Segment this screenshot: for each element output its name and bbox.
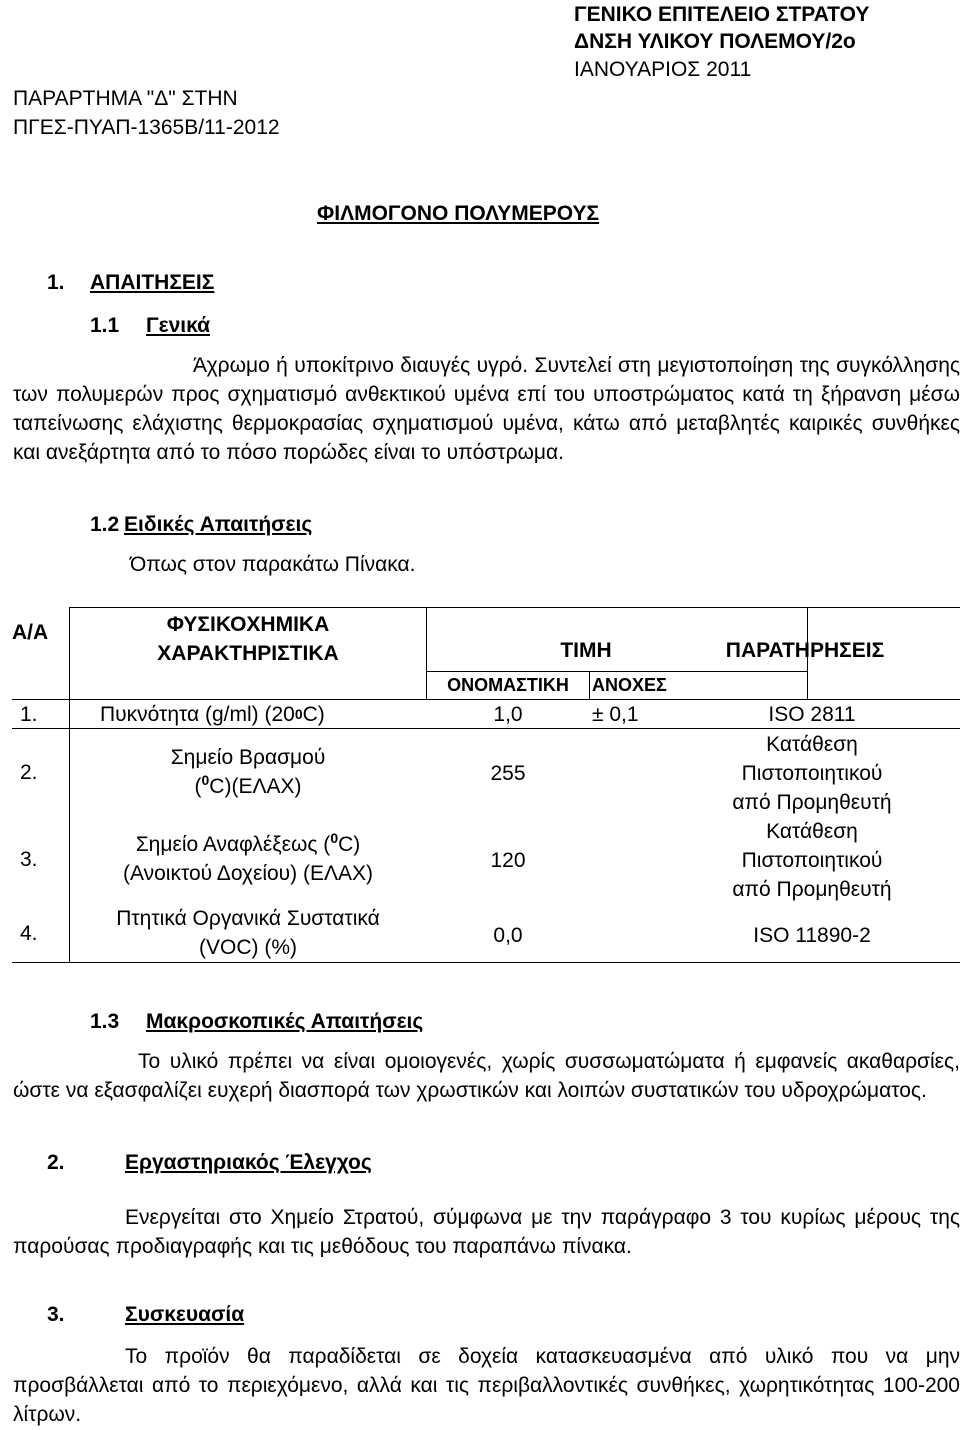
row2-remarks — [712, 729, 912, 817]
sub1-paragraph: Άχρωμο ή υποκίτρινο διαυγές υγρό. Συντελεί στη μεγιστοποίηση της συγκόλλησης των πολυμερών προς σχηματισμό ανθεκτικού υμένα επί του υποστρώματος κατά τη ξήρανση μέσω ταπείνωσης ελάχιστης θερμοκρασίας σχηματισμού υμένα, κάτω από μεταβλητές καιρικές συνθήκες και ανεξάρτητα από το πόσο πορώδες είναι το υπόστρωμα. — [13, 354, 960, 464]
row4-aa: 4. — [20, 921, 38, 945]
row1-char-b: C) — [302, 702, 325, 726]
row1-nominal: 1,0 — [493, 702, 523, 726]
row2-remarks-line1: Κατάθεση — [766, 732, 858, 756]
row4-char-line1: Πτητικά Οργανικά Συστατικά — [116, 907, 380, 930]
sub1-heading: Γενικά — [146, 314, 211, 337]
row2-characteristic — [70, 742, 426, 802]
header-characteristics-line1: ΦΥΣΙΚΟΧΗΜΙΚΑ — [166, 613, 330, 636]
sub3-number: 1.3 — [90, 1010, 120, 1033]
sub2-heading: Ειδικές Απαιτήσεις — [124, 513, 313, 536]
row4-remarks: ISO 11890-2 — [753, 923, 871, 947]
annex-line2: ΠΓΕΣ-ΠΥΑΠ-1365Β/11-2012 — [13, 116, 280, 139]
section3-number: 3. — [47, 1303, 65, 1326]
section3-heading: Συσκευασία — [125, 1303, 245, 1326]
row3-char-line2: (Ανοικτού Δοχείου) (ΕΛΑΧ) — [122, 862, 374, 885]
row1-tolerance: ± 0,1 — [592, 702, 639, 726]
header-org-line2: ΔΝΣΗ ΥΛΙΚΟΥ ΠΟΛΕΜΟΥ/2ο — [574, 30, 856, 53]
row3-remarks-line3: από Προμηθευτή — [732, 877, 892, 901]
row3-nominal: 120 — [490, 848, 526, 872]
sub2-intro: Όπως στον παρακάτω Πίνακα. — [130, 553, 416, 576]
row3-characteristic — [70, 829, 426, 889]
sub3-paragraph: Το υλικό πρέπει να είναι ομοιογενές, χωρίς συσσωματώματα ή εμφανείς ακαθαρσίες, ώστε να εξασφαλίζει ευχερή διασπορά των χρωστικών και λοιπών συστατικών του υδροχρώματος. — [13, 1050, 960, 1102]
row1-char-a: Πυκνότητα (g/ml) (20 — [100, 702, 295, 726]
header-characteristics — [70, 609, 426, 669]
row2-char-line1: Σημείο Βρασμού — [170, 746, 326, 769]
header-aa: Α/Α — [12, 620, 49, 644]
row3-aa: 3. — [20, 847, 38, 871]
specifications-table — [12, 607, 960, 963]
table-bottom-border — [12, 962, 960, 963]
table-top-border — [69, 607, 960, 608]
row3-char-a: Σημείο Αναφλέξεως ( — [135, 833, 331, 856]
row2-remarks-line3: από Προμηθευτή — [732, 790, 892, 814]
row1-aa: 1. — [20, 702, 38, 726]
row2-aa: 2. — [20, 760, 38, 784]
section2-heading: Εργαστηριακός Έλεγχος — [125, 1151, 372, 1174]
section2-number: 2. — [47, 1151, 65, 1174]
header-characteristics-line2: ΧΑΡΑΚΤΗΡΙΣΤΙΚΑ — [157, 642, 339, 665]
sub1-number: 1.1 — [90, 314, 120, 337]
row2-char-b: C)(ΕΛΑΧ) — [209, 775, 302, 798]
row2-char-a: ( — [194, 775, 202, 798]
row3-remarks-line2: Πιστοποιητικού — [741, 848, 883, 872]
header-org-line1: ΓΕΝΙΚΟ ΕΠΙΤΕΛΕΙΟ ΣΤΡΑΤΟΥ — [574, 3, 870, 26]
header-date: ΙΑΝΟΥΑΡΙΟΣ 2011 — [574, 58, 752, 81]
sub2-number: 1.2 — [90, 513, 120, 536]
annex-line1: ΠΑΡΑΡΤΗΜΑ "Δ" ΣΤΗΝ — [13, 87, 238, 110]
row3-remarks — [712, 816, 912, 904]
header-value: ΤΙΜΗ — [560, 638, 612, 662]
section1-heading: ΑΠΑΙΤΗΣΕΙΣ — [90, 271, 215, 294]
header-tolerance: ΑΝΟΧΕΣ — [592, 674, 667, 695]
row3-char-sup: 0 — [330, 830, 339, 846]
row3-char-b: C) — [338, 833, 361, 856]
document-title: ΦΙΛΜΟΓΟΝΟ ΠΟΛΥΜΕΡΟΥΣ — [317, 202, 600, 225]
section1-number: 1. — [47, 271, 65, 294]
row3-remarks-line1: Κατάθεση — [766, 819, 858, 843]
sub3-heading: Μακροσκοπικές Απαιτήσεις — [146, 1010, 424, 1033]
row4-nominal: 0,0 — [493, 923, 523, 947]
row2-remarks-line2: Πιστοποιητικού — [741, 761, 883, 785]
section3-paragraph: Το προϊόν θα παραδίδεται σε δοχεία κατασκευασμένα από υλικό που να μην προσβάλλεται από το περιεχόμενο, αλλά και τις περιβαλλοντικές συνθήκες, χωρητικότητας 100-200 λίτρων. — [13, 1345, 960, 1426]
section2-paragraph: Ενεργείται στο Χημείο Στρατού, σύμφωνα με την παράγραφο 3 του κυρίως μέρους της παρούσας προδιαγραφής και τις μεθόδους του παραπάνω πίνακα. — [13, 1206, 960, 1258]
row4-characteristic — [70, 904, 426, 962]
header-remarks: ΠΑΡΑΤΗΡΗΣΕΙΣ — [725, 638, 885, 662]
row2-char-sup: 0 — [201, 772, 210, 788]
header-nominal: ΟΝΟΜΑΣΤΙΚΗ — [447, 674, 569, 695]
row4-char-line2: (VOC) (%) — [199, 936, 297, 959]
row1-characteristic: Πυκνότητα (g/ml) (20 0 C) — [100, 700, 426, 728]
row2-nominal: 255 — [490, 761, 526, 785]
row1-remarks: ISO 2811 — [768, 702, 856, 726]
